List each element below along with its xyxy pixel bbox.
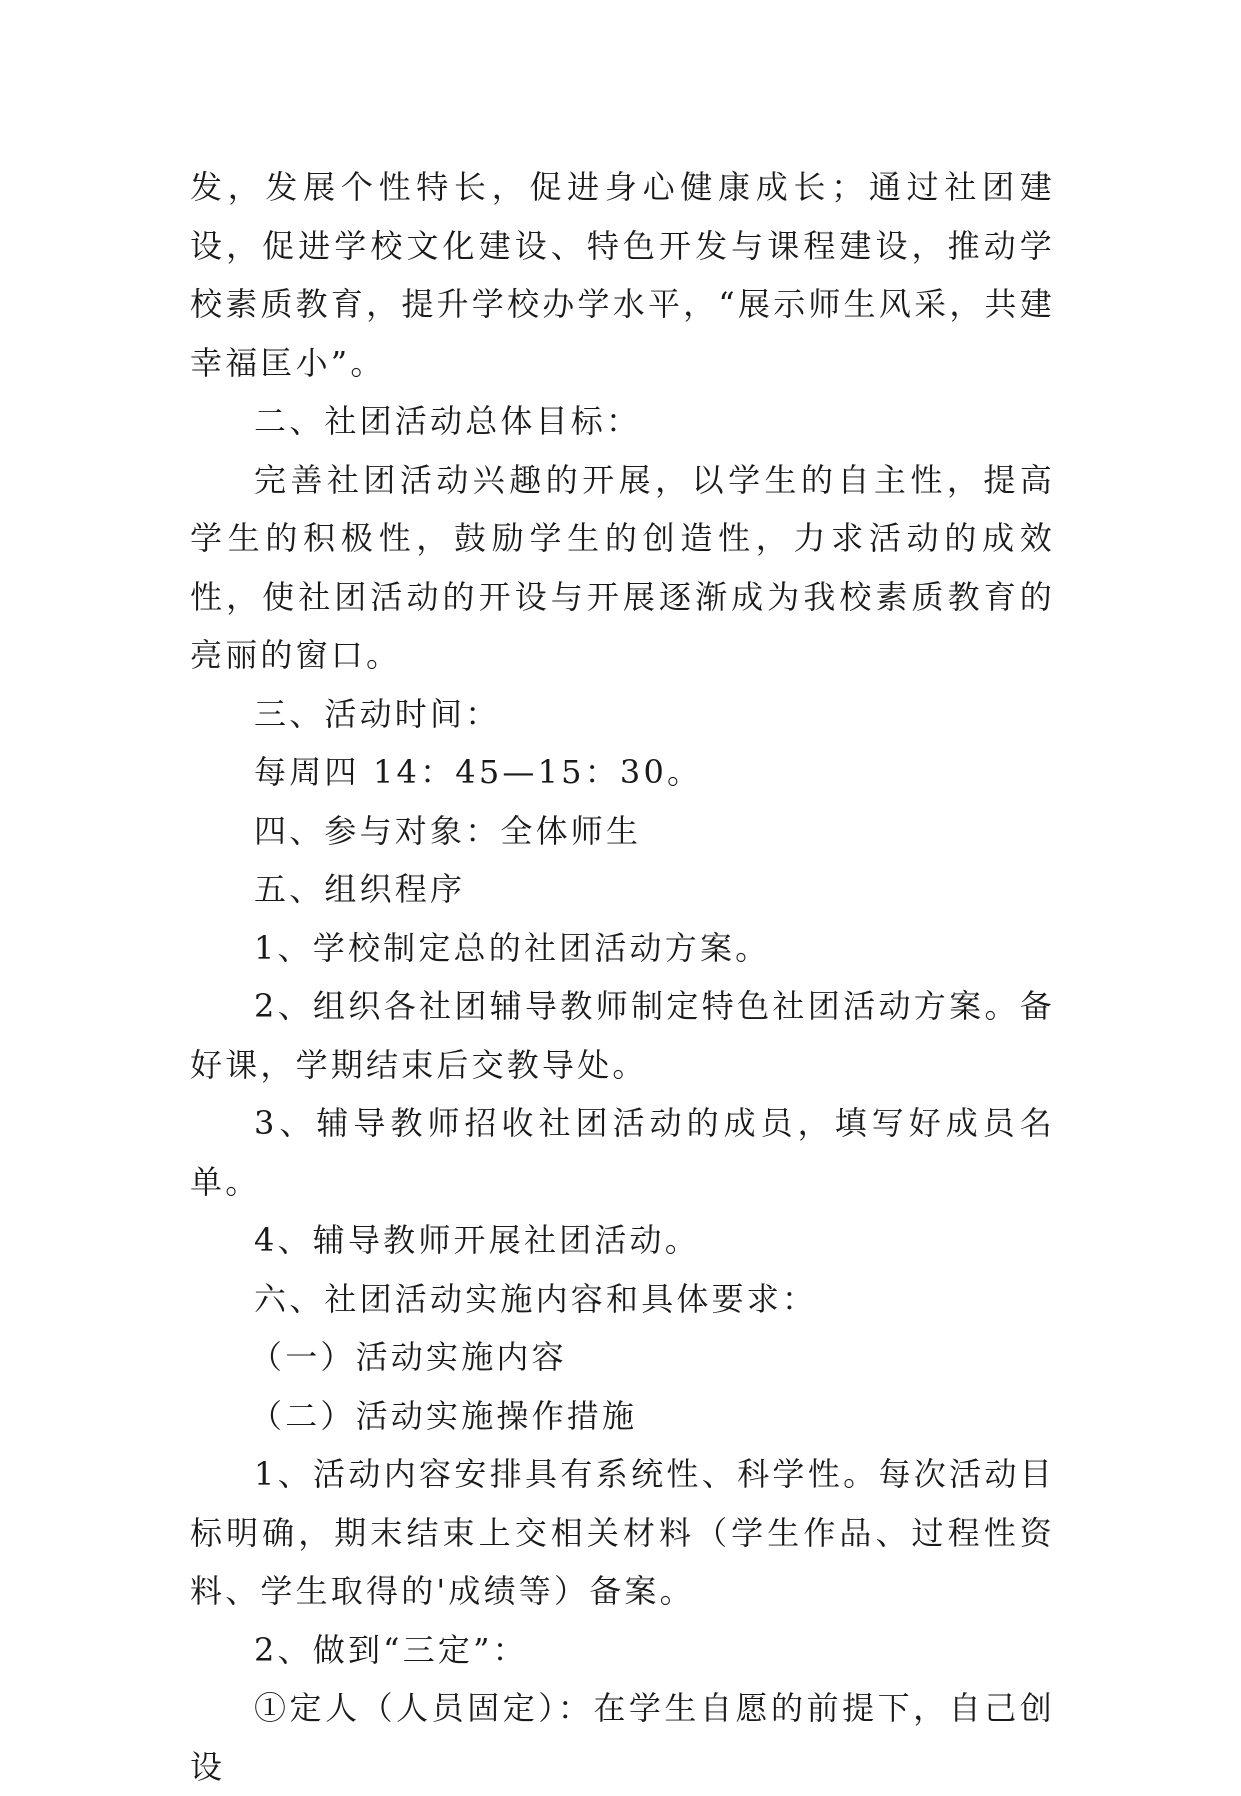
paragraph-goals: 完善社团活动兴趣的开展，以学生的自主性，提高学生的积极性，鼓励学生的创造性，力求活动的成效性，使社团活动的开设与开展逐渐成为我校素质教育的亮丽的窗口。 — [190, 460, 1055, 674]
heading-section-5-procedure: 五、组织程序 — [254, 870, 466, 908]
heading-section-4-participants: 四、参与对象：全体师生 — [254, 811, 642, 850]
list-item-procedure-4: 4、辅导教师开展社团活动。 — [254, 1221, 700, 1259]
heading-section-2-goals: 二、社团活动总体目标： — [254, 402, 642, 440]
heading-section-6-content: 六、社团活动实施内容和具体要求： — [254, 1279, 818, 1318]
list-item-procedure-1: 1、学校制定总的社团活动方案。 — [254, 928, 771, 967]
list-item-procedure-2: 2、组织各社团辅导教师制定特色社团活动方案。备好课，学期结束后交教导处。 — [190, 987, 1055, 1084]
list-item-measure-2: 2、做到“三定”： — [254, 1630, 528, 1669]
paragraph-time: 每周四 14：45—15：30。 — [254, 753, 703, 791]
heading-section-3-time: 三、活动时间： — [254, 694, 501, 733]
list-item-procedure-3: 3、辅导教师招收社团活动的成员，填写好成员名单。 — [190, 1104, 1055, 1201]
paragraph-intro-continuation: 发，发展个性特长，促进身心健康成长；通过社团建设，促进学校文化建设、特色开发与课程建设，推动学校素质教育，提升学校办学水平，“展示师生风采，共建幸福匡小”。 — [190, 168, 1055, 382]
list-item-measure-1: 1、活动内容安排具有系统性、科学性。每次活动目标明确，期末结束上交相关材料（学生作品、过程性资料、学生取得的'成绩等）备案。 — [190, 1455, 1055, 1610]
subheading-content: （一）活动实施内容 — [250, 1338, 567, 1376]
subheading-measures: （二）活动实施操作措施 — [250, 1396, 638, 1435]
document-body — [190, 158, 1055, 1796]
list-item-fixed-people: ①定人（人员固定）：在学生自愿的前提下，自己创设 — [190, 1689, 1055, 1786]
